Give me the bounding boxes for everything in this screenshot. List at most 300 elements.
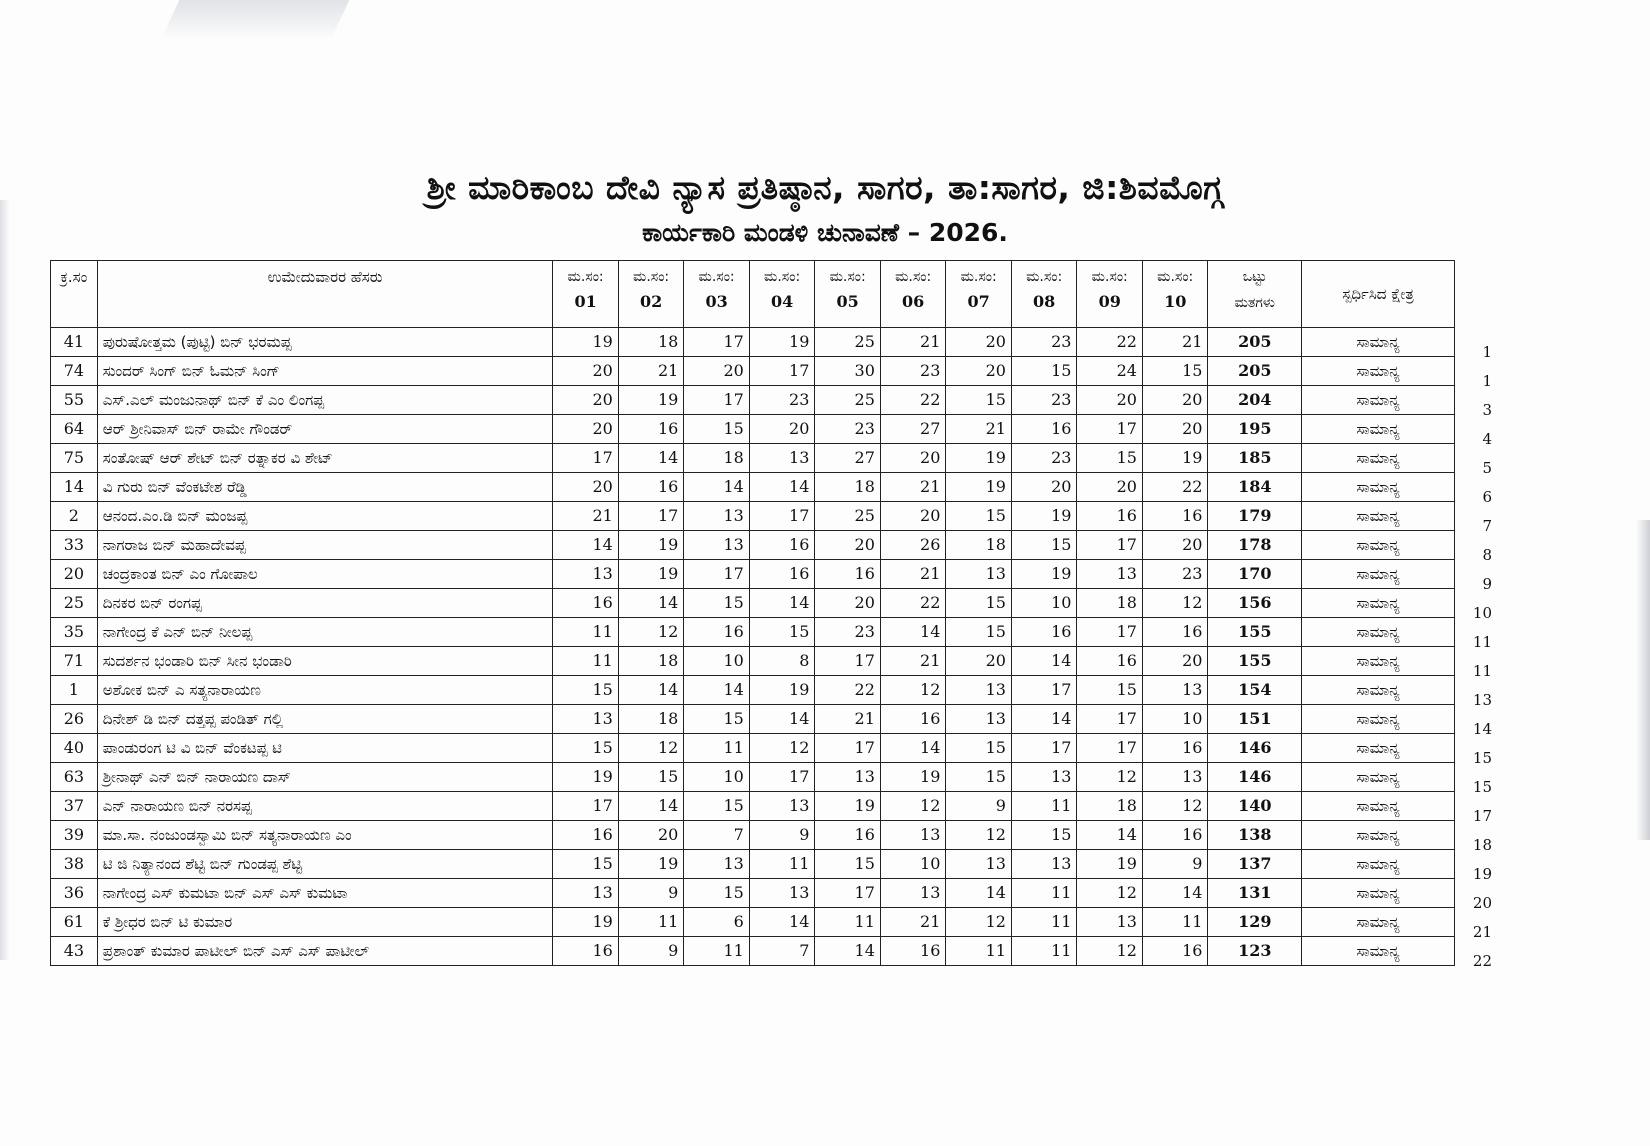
document-title: ಶ್ರೀ ಮಾರಿಕಾಂಬ ದೇವಿ ನ್ಯಾಸ ಪ್ರತಿಷ್ಠಾನ, ಸಾಗರ, ತಾ:ಸಾಗರ, ಜಿ:ಶಿವಮೊಗ್ಗ: [426, 168, 1224, 207]
total-votes-cell: 205: [1208, 328, 1302, 357]
category-cell: ಸಾಮಾನ್ಯ: [1302, 531, 1455, 560]
booth-vote-cell: 18: [946, 531, 1012, 560]
booth-header-3: [684, 261, 750, 328]
candidate-name-cell: ಮಾ.ಸಾ. ನಂಜುಂಡಸ್ವಾಮಿ ಬಿನ್ ಸತ್ಯನಾರಾಯಣ ಎಂ: [97, 821, 553, 850]
booth-vote-cell: 16: [553, 937, 619, 966]
category-cell: ಸಾಮಾನ್ಯ: [1302, 850, 1455, 879]
booth-vote-cell: 9: [749, 821, 815, 850]
booth-vote-cell: 15: [1011, 357, 1077, 386]
booth-vote-cell: 16: [815, 821, 881, 850]
candidate-name-cell: ಆನಂದ.ಎಂ.ಡಿ ಬಿನ್ ಮಂಜಪ್ಪ: [97, 502, 553, 531]
booth-vote-cell: 18: [815, 473, 881, 502]
booth-vote-cell: 7: [684, 821, 750, 850]
booth-header-label: ಮ.ಸಂ:: [764, 269, 801, 285]
document-subtitle: ಕಾರ್ಯಕಾರಿ ಮಂಡಳಿ ಚುನಾವಣೆ – 2026.: [642, 218, 1008, 247]
rank-label: 17: [1472, 806, 1492, 825]
table-row: [51, 676, 1455, 705]
booth-vote-cell: 21: [553, 502, 619, 531]
booth-vote-cell: 11: [946, 937, 1012, 966]
booth-vote-cell: 19: [1142, 444, 1208, 473]
booth-vote-cell: 20: [880, 502, 946, 531]
booth-vote-cell: 11: [553, 647, 619, 676]
booth-header-10: [1142, 261, 1208, 328]
booth-vote-cell: 11: [1011, 937, 1077, 966]
booth-vote-cell: 19: [553, 908, 619, 937]
category-cell: ಸಾಮಾನ್ಯ: [1302, 444, 1455, 473]
booth-vote-cell: 13: [1142, 676, 1208, 705]
booth-vote-cell: 12: [880, 676, 946, 705]
rank-label: 22: [1472, 951, 1492, 970]
booth-vote-cell: 15: [749, 618, 815, 647]
category-cell: ಸಾಮಾನ್ಯ: [1302, 821, 1455, 850]
total-votes-cell: 151: [1208, 705, 1302, 734]
booth-vote-cell: 20: [946, 647, 1012, 676]
booth-vote-cell: 27: [815, 444, 881, 473]
booth-vote-cell: 13: [684, 850, 750, 879]
candidate-name-cell: ಸುಂದರ್ ಸಿಂಗ್ ಬಿನ್ ಓಮನ್ ಸಿಂಗ್: [97, 357, 553, 386]
booth-vote-cell: 11: [684, 937, 750, 966]
booth-vote-cell: 12: [946, 908, 1012, 937]
rank-label: 15: [1472, 748, 1492, 767]
booth-vote-cell: 21: [880, 473, 946, 502]
rank-label: 5: [1482, 458, 1492, 477]
booth-vote-cell: 10: [1011, 589, 1077, 618]
booth-vote-cell: 20: [618, 821, 684, 850]
table-body: [51, 328, 1455, 966]
booth-vote-cell: 10: [1142, 705, 1208, 734]
candidate-name-cell: ಪಾಂಡುರಂಗ ಟಿ ವಿ ಬಿನ್ ವೆಂಕಟಪ್ಪ ಟಿ: [97, 734, 553, 763]
booth-vote-cell: 17: [553, 444, 619, 473]
rank-label: 8: [1482, 545, 1492, 564]
rank-label: 15: [1472, 777, 1492, 796]
booth-vote-cell: 12: [1142, 589, 1208, 618]
booth-header-number: 06: [902, 292, 925, 311]
booth-vote-cell: 14: [880, 734, 946, 763]
total-header-line2: ಮತಗಳು: [1234, 295, 1275, 311]
booth-vote-cell: 16: [749, 560, 815, 589]
total-votes-cell: 146: [1208, 734, 1302, 763]
booth-vote-cell: 14: [1142, 879, 1208, 908]
booth-vote-cell: 11: [684, 734, 750, 763]
table-row: [51, 531, 1455, 560]
booth-vote-cell: 13: [946, 850, 1012, 879]
booth-vote-cell: 23: [1142, 560, 1208, 589]
booth-vote-cell: 16: [1077, 502, 1143, 531]
booth-vote-cell: 9: [946, 792, 1012, 821]
scan-shadow-left: [0, 200, 10, 960]
booth-vote-cell: 15: [1142, 357, 1208, 386]
category-cell: ಸಾಮಾನ್ಯ: [1302, 357, 1455, 386]
booth-vote-cell: 21: [1142, 328, 1208, 357]
booth-header-number: 03: [705, 292, 728, 311]
booth-vote-cell: 26: [880, 531, 946, 560]
booth-header-label: ಮ.ಸಂ:: [1026, 269, 1063, 285]
booth-vote-cell: 15: [946, 386, 1012, 415]
table-row: [51, 705, 1455, 734]
total-votes-cell: 178: [1208, 531, 1302, 560]
booth-vote-cell: 19: [553, 328, 619, 357]
booth-vote-cell: 13: [1077, 908, 1143, 937]
booth-vote-cell: 14: [880, 618, 946, 647]
booth-vote-cell: 21: [815, 705, 881, 734]
booth-vote-cell: 13: [553, 879, 619, 908]
results-table: [50, 260, 1455, 966]
candidate-name-cell: ನಾಗೇಂದ್ರ ಎಸ್ ಕುಮಟಾ ಬಿನ್ ಎಸ್ ಎಸ್ ಕುಮಟಾ: [97, 879, 553, 908]
candidate-name-cell: ಚಂದ್ರಕಾಂತ ಬಿನ್ ಎಂ ಗೋಪಾಲ: [97, 560, 553, 589]
serial-cell: 20: [51, 560, 98, 589]
booth-vote-cell: 14: [1077, 821, 1143, 850]
candidate-name-cell: ಟಿ ಜಿ ನಿತ್ಯಾನಂದ ಶೆಟ್ಟಿ ಬಿನ್ ಗುಂಡಪ್ಪ ಶೆಟ್ಟಿ: [97, 850, 553, 879]
booth-vote-cell: 12: [1077, 763, 1143, 792]
serial-cell: 71: [51, 647, 98, 676]
rank-label: 20: [1472, 893, 1492, 912]
booth-vote-cell: 15: [946, 763, 1012, 792]
booth-vote-cell: 13: [684, 502, 750, 531]
booth-vote-cell: 17: [684, 386, 750, 415]
booth-header-label: ಮ.ಸಂ:: [567, 269, 604, 285]
booth-vote-cell: 17: [684, 560, 750, 589]
candidate-name-cell: ಶ್ರೀನಾಥ್ ಎನ್ ಬಿನ್ ನಾರಾಯಣ ದಾಸ್: [97, 763, 553, 792]
booth-vote-cell: 21: [880, 328, 946, 357]
booth-vote-cell: 27: [880, 415, 946, 444]
booth-vote-cell: 15: [946, 618, 1012, 647]
booth-vote-cell: 19: [1011, 502, 1077, 531]
rank-label: 13: [1472, 690, 1492, 709]
serial-cell: 39: [51, 821, 98, 850]
booth-vote-cell: 14: [618, 792, 684, 821]
serial-cell: 41: [51, 328, 98, 357]
booth-header-label: ಮ.ಸಂ:: [960, 269, 997, 285]
booth-vote-cell: 16: [815, 560, 881, 589]
total-header: [1208, 261, 1302, 328]
booth-vote-cell: 20: [684, 357, 750, 386]
booth-vote-cell: 10: [684, 647, 750, 676]
category-cell: ಸಾಮಾನ್ಯ: [1302, 937, 1455, 966]
serial-cell: 38: [51, 850, 98, 879]
booth-vote-cell: 24: [1077, 357, 1143, 386]
table-row: [51, 792, 1455, 821]
serial-cell: 40: [51, 734, 98, 763]
booth-header-9: [1077, 261, 1143, 328]
booth-vote-cell: 20: [1142, 415, 1208, 444]
booth-vote-cell: 17: [1077, 705, 1143, 734]
booth-header-6: [880, 261, 946, 328]
table-row: [51, 908, 1455, 937]
booth-header-label: ಮ.ಸಂ:: [633, 269, 670, 285]
header-row: [51, 261, 1455, 328]
category-cell: ಸಾಮಾನ್ಯ: [1302, 763, 1455, 792]
booth-vote-cell: 19: [815, 792, 881, 821]
booth-vote-cell: 20: [946, 357, 1012, 386]
booth-vote-cell: 23: [1011, 444, 1077, 473]
booth-vote-cell: 19: [946, 473, 1012, 502]
total-votes-cell: 204: [1208, 386, 1302, 415]
booth-vote-cell: 20: [749, 415, 815, 444]
booth-vote-cell: 19: [749, 676, 815, 705]
booth-vote-cell: 18: [618, 647, 684, 676]
booth-vote-cell: 14: [618, 444, 684, 473]
booth-vote-cell: 15: [684, 792, 750, 821]
booth-vote-cell: 11: [749, 850, 815, 879]
booth-vote-cell: 16: [880, 705, 946, 734]
rank-label: 3: [1482, 400, 1492, 419]
booth-vote-cell: 22: [1077, 328, 1143, 357]
booth-vote-cell: 12: [1077, 937, 1143, 966]
booth-vote-cell: 16: [1077, 647, 1143, 676]
serial-cell: 1: [51, 676, 98, 705]
booth-vote-cell: 20: [1077, 386, 1143, 415]
booth-vote-cell: 18: [618, 705, 684, 734]
booth-vote-cell: 12: [1142, 792, 1208, 821]
booth-vote-cell: 14: [684, 676, 750, 705]
candidate-name-cell: ನಾಗರಾಜ ಬಿನ್ ಮಹಾದೇವಪ್ಪ: [97, 531, 553, 560]
booth-vote-cell: 20: [1142, 531, 1208, 560]
booth-vote-cell: 21: [946, 415, 1012, 444]
booth-vote-cell: 15: [1077, 444, 1143, 473]
total-header-line1: ಒಟ್ಟು: [1242, 269, 1267, 285]
serial-cell: 36: [51, 879, 98, 908]
booth-vote-cell: 14: [815, 937, 881, 966]
booth-vote-cell: 25: [815, 502, 881, 531]
booth-vote-cell: 15: [1077, 676, 1143, 705]
booth-vote-cell: 20: [553, 415, 619, 444]
booth-vote-cell: 16: [553, 589, 619, 618]
candidate-name-cell: ಅಶೋಕ ಬಿನ್ ಎ ಸತ್ಯನಾರಾಯಣ: [97, 676, 553, 705]
booth-vote-cell: 19: [946, 444, 1012, 473]
booth-vote-cell: 22: [880, 386, 946, 415]
booth-vote-cell: 17: [1011, 734, 1077, 763]
booth-vote-cell: 12: [618, 734, 684, 763]
category-cell: ಸಾಮಾನ್ಯ: [1302, 792, 1455, 821]
table-row: [51, 502, 1455, 531]
booth-vote-cell: 13: [946, 676, 1012, 705]
booth-header-1: [553, 261, 619, 328]
booth-vote-cell: 14: [946, 879, 1012, 908]
table-row: [51, 328, 1455, 357]
candidate-name-cell: ನಾಗೇಂದ್ರ ಕೆ ಎನ್ ಬಿನ್ ನೀಲಪ್ಪ: [97, 618, 553, 647]
total-votes-cell: 129: [1208, 908, 1302, 937]
booth-vote-cell: 16: [1142, 937, 1208, 966]
booth-vote-cell: 17: [618, 502, 684, 531]
serial-cell: 61: [51, 908, 98, 937]
total-votes-cell: 170: [1208, 560, 1302, 589]
booth-vote-cell: 15: [553, 734, 619, 763]
candidate-name-cell: ಪುರುಷೋತ್ತಮ (ಪುಟ್ಟಿ) ಬಿನ್ ಭರಮಪ್ಪ: [97, 328, 553, 357]
table-row: [51, 937, 1455, 966]
candidate-name-cell: ಸುದರ್ಶನ ಭಂಡಾರಿ ಬಿನ್ ಸೀನ ಭಂಡಾರಿ: [97, 647, 553, 676]
serial-cell: 43: [51, 937, 98, 966]
booth-vote-cell: 17: [749, 502, 815, 531]
rank-label: 11: [1472, 661, 1492, 680]
booth-vote-cell: 10: [684, 763, 750, 792]
booth-vote-cell: 13: [749, 792, 815, 821]
serial-cell: 33: [51, 531, 98, 560]
total-votes-cell: 156: [1208, 589, 1302, 618]
serial-cell: 63: [51, 763, 98, 792]
total-votes-cell: 195: [1208, 415, 1302, 444]
booth-vote-cell: 10: [880, 850, 946, 879]
serial-cell: 74: [51, 357, 98, 386]
booth-vote-cell: 21: [880, 560, 946, 589]
booth-header-number: 07: [967, 292, 990, 311]
booth-vote-cell: 14: [749, 589, 815, 618]
booth-vote-cell: 13: [880, 879, 946, 908]
booth-vote-cell: 20: [553, 473, 619, 502]
total-votes-cell: 123: [1208, 937, 1302, 966]
booth-header-7: [946, 261, 1012, 328]
rank-label: 1: [1482, 371, 1492, 390]
category-header: ಸ್ಪರ್ಧಿಸಿದ ಕ್ಷೇತ್ರ: [1302, 261, 1455, 328]
booth-header-number: 05: [836, 292, 859, 311]
booth-vote-cell: 19: [1077, 850, 1143, 879]
booth-vote-cell: 15: [684, 415, 750, 444]
total-votes-cell: 138: [1208, 821, 1302, 850]
booth-vote-cell: 15: [684, 705, 750, 734]
booth-vote-cell: 23: [815, 415, 881, 444]
rank-label: 19: [1472, 864, 1492, 883]
category-cell: ಸಾಮಾನ್ಯ: [1302, 908, 1455, 937]
booth-vote-cell: 19: [618, 850, 684, 879]
booth-vote-cell: 8: [749, 647, 815, 676]
table-row: [51, 444, 1455, 473]
category-cell: ಸಾಮಾನ್ಯ: [1302, 415, 1455, 444]
booth-vote-cell: 14: [749, 705, 815, 734]
booth-vote-cell: 14: [618, 589, 684, 618]
table-row: [51, 763, 1455, 792]
booth-vote-cell: 11: [1011, 908, 1077, 937]
booth-vote-cell: 17: [1077, 415, 1143, 444]
booth-vote-cell: 15: [553, 676, 619, 705]
category-cell: ಸಾಮಾನ್ಯ: [1302, 879, 1455, 908]
booth-vote-cell: 21: [618, 357, 684, 386]
booth-vote-cell: 13: [684, 531, 750, 560]
booth-vote-cell: 15: [946, 589, 1012, 618]
booth-vote-cell: 17: [553, 792, 619, 821]
booth-vote-cell: 16: [1011, 415, 1077, 444]
category-cell: ಸಾಮಾನ್ಯ: [1302, 560, 1455, 589]
candidate-name-cell: ಆರ್ ಶ್ರೀನಿವಾಸ್ ಬಿನ್ ರಾಮೇ ಗೌಂಡರ್: [97, 415, 553, 444]
booth-vote-cell: 20: [1142, 386, 1208, 415]
booth-vote-cell: 19: [618, 560, 684, 589]
serial-cell: 26: [51, 705, 98, 734]
candidate-name-cell: ದಿನಕರ ಬಿನ್ ರಂಗಪ್ಪ: [97, 589, 553, 618]
table-row: [51, 618, 1455, 647]
booth-vote-cell: 22: [815, 676, 881, 705]
serial-header: ಕ್ರ.ಸಂ: [51, 261, 98, 328]
booth-vote-cell: 14: [618, 676, 684, 705]
booth-vote-cell: 20: [946, 328, 1012, 357]
booth-vote-cell: 18: [1077, 589, 1143, 618]
booth-vote-cell: 17: [684, 328, 750, 357]
serial-cell: 55: [51, 386, 98, 415]
candidate-name-cell: ಕೆ ಶ್ರೀಧರ ಬಿನ್ ಟಿ ಕುಮಾರ: [97, 908, 553, 937]
rank-label: 18: [1472, 835, 1492, 854]
booth-vote-cell: 23: [749, 386, 815, 415]
table-row: [51, 850, 1455, 879]
booth-vote-cell: 11: [553, 618, 619, 647]
total-votes-cell: 140: [1208, 792, 1302, 821]
booth-vote-cell: 23: [1011, 386, 1077, 415]
booth-vote-cell: 14: [749, 473, 815, 502]
booth-vote-cell: 16: [618, 415, 684, 444]
serial-cell: 75: [51, 444, 98, 473]
booth-vote-cell: 17: [1077, 734, 1143, 763]
booth-vote-cell: 20: [880, 444, 946, 473]
rank-label: 14: [1472, 719, 1492, 738]
candidate-name-cell: ಎಸ್.ಎಲ್ ಮಂಜುನಾಥ್ ಬಿನ್ ಕೆ ಎಂ ಲಿಂಗಪ್ಪ: [97, 386, 553, 415]
booth-vote-cell: 14: [1011, 705, 1077, 734]
table-row: [51, 589, 1455, 618]
booth-header-2: [618, 261, 684, 328]
booth-vote-cell: 22: [880, 589, 946, 618]
booth-vote-cell: 13: [815, 763, 881, 792]
booth-vote-cell: 14: [749, 908, 815, 937]
booth-header-number: 01: [574, 292, 597, 311]
booth-vote-cell: 25: [815, 328, 881, 357]
booth-vote-cell: 16: [1011, 618, 1077, 647]
total-votes-cell: 131: [1208, 879, 1302, 908]
total-votes-cell: 146: [1208, 763, 1302, 792]
serial-cell: 35: [51, 618, 98, 647]
booth-vote-cell: 20: [553, 386, 619, 415]
booth-header-number: 04: [770, 292, 794, 311]
booth-header-number: 09: [1098, 292, 1121, 311]
booth-vote-cell: 13: [553, 560, 619, 589]
booth-header-number: 10: [1164, 292, 1187, 311]
booth-vote-cell: 17: [815, 647, 881, 676]
booth-vote-cell: 17: [1011, 676, 1077, 705]
total-votes-cell: 155: [1208, 618, 1302, 647]
booth-vote-cell: 13: [1011, 850, 1077, 879]
rank-label: 9: [1482, 574, 1492, 593]
serial-cell: 2: [51, 502, 98, 531]
booth-vote-cell: 15: [815, 850, 881, 879]
booth-vote-cell: 15: [1011, 531, 1077, 560]
rank-label: 1: [1482, 342, 1492, 361]
candidate-name-cell: ದಿನೇಶ್ ಡಿ ಬಿನ್ ದತ್ತಪ್ಪ ಪಂಡಿತ್ ಗಲ್ಲಿ: [97, 705, 553, 734]
booth-vote-cell: 23: [880, 357, 946, 386]
booth-vote-cell: 15: [946, 502, 1012, 531]
booth-header-label: ಮ.ಸಂ:: [1157, 269, 1194, 285]
candidate-name-cell: ಸಂತೋಷ್ ಆರ್ ಶೇಟ್ ಬಿನ್ ರತ್ನಾಕರ ವಿ ಶೇಟ್: [97, 444, 553, 473]
booth-vote-cell: 13: [749, 879, 815, 908]
rank-label: 10: [1472, 603, 1492, 622]
booth-vote-cell: 16: [880, 937, 946, 966]
booth-vote-cell: 11: [1011, 792, 1077, 821]
booth-vote-cell: 13: [946, 705, 1012, 734]
booth-vote-cell: 17: [1077, 618, 1143, 647]
booth-vote-cell: 17: [815, 734, 881, 763]
table-row: [51, 357, 1455, 386]
candidate-name-cell: ವಿ ಗುರು ಬಿನ್ ವೆಂಕಟೇಶ ರೆಡ್ಡಿ: [97, 473, 553, 502]
booth-vote-cell: 14: [553, 531, 619, 560]
table-row: [51, 879, 1455, 908]
booth-vote-cell: 20: [1077, 473, 1143, 502]
booth-vote-cell: 13: [1011, 763, 1077, 792]
booth-vote-cell: 16: [1142, 502, 1208, 531]
total-votes-cell: 184: [1208, 473, 1302, 502]
booth-vote-cell: 13: [1077, 560, 1143, 589]
booth-vote-cell: 19: [1011, 560, 1077, 589]
total-votes-cell: 205: [1208, 357, 1302, 386]
booth-vote-cell: 15: [684, 589, 750, 618]
booth-header-label: ಮ.ಸಂ:: [829, 269, 866, 285]
booth-vote-cell: 16: [749, 531, 815, 560]
table-row: [51, 386, 1455, 415]
total-votes-cell: 154: [1208, 676, 1302, 705]
booth-vote-cell: 9: [618, 879, 684, 908]
booth-header-8: [1011, 261, 1077, 328]
